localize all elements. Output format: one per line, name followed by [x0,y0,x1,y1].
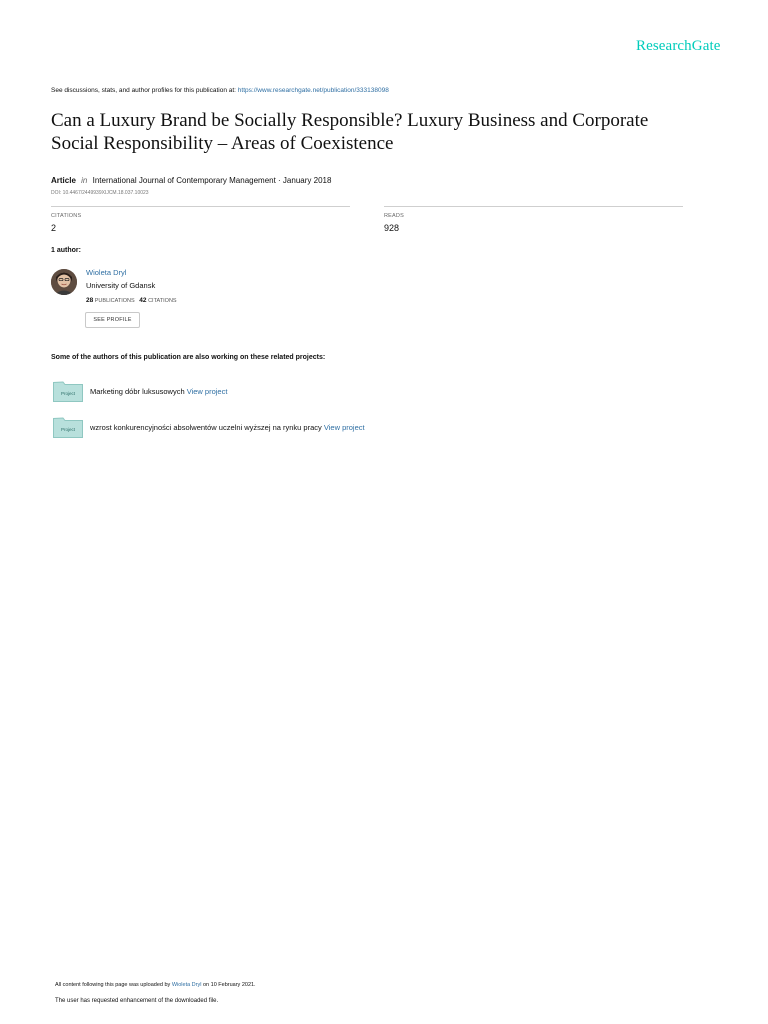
uploader-link[interactable]: Wioleta Dryl [171,982,202,988]
related-projects-heading: Some of the authors of this publication are also working on these related projects: [51,354,326,361]
publication-url-link[interactable]: https://www.researchgate.net/publication/333138098 [237,87,389,94]
authors-heading: 1 author: [51,247,81,254]
project-item [90,387,227,396]
publication-journal-date: International Journal of Contemporary Management · January 2018 [92,176,332,185]
author-citations-count: 42 [139,297,147,304]
upload-note-suffix: on 10 February 2021. [201,982,256,988]
upload-note [55,982,256,988]
reads-value: 928 [384,223,400,233]
publication-meta [51,176,331,185]
author-publications-label: PUBLICATIONS [94,298,135,304]
author-citations-label: CITATIONS [148,298,177,304]
publication-kind: Article [51,176,76,185]
discussion-note [51,87,389,94]
researchgate-logo[interactable]: ResearchGate [636,38,721,54]
citations-value: 2 [51,223,57,233]
publication-title [51,109,731,155]
publication-title-line-2: Social Responsibility – Areas of Coexistence [51,133,394,154]
publication-doi: DOI: 10.4467/2449939XIJCM.18.037.10023 [51,190,149,196]
view-project-link[interactable]: View project [323,423,365,432]
enhancement-note: The user has requested enhancement of the downloaded file. [55,998,219,1004]
author-name-link[interactable]: Wioleta Dryl [86,268,127,277]
discussion-note-text: See discussions, stats, and author profiles for this publication at: [51,87,238,94]
author-institution: University of Gdansk [86,281,156,290]
author-publications-count: 28 [86,297,94,304]
project-item [90,423,365,432]
divider-reads [384,206,683,207]
author-stats [86,297,177,304]
citations-label: CITATIONS [51,213,82,219]
view-project-link[interactable]: View project [186,387,228,396]
project-title: Marketing dóbr luksusowych [90,387,187,396]
project-icon-label: Project [60,391,76,396]
project-title: wzrost konkurencyjności absolwentów uczelni wyższej na rynku pracy [90,423,324,432]
see-profile-button[interactable]: SEE PROFILE [85,312,140,328]
divider-citations [51,206,350,207]
project-icon-label: Project [60,427,76,432]
publication-in-word: in [81,176,88,185]
reads-label: READS [384,213,404,219]
project-folder-icon [53,416,83,438]
publication-title-line-1: Can a Luxury Brand be Socially Responsible? Luxury Business and Corporate [51,110,649,131]
project-folder-icon [53,380,83,402]
author-avatar[interactable] [51,269,77,295]
upload-note-prefix: All content following this page was uploaded by [55,982,172,988]
